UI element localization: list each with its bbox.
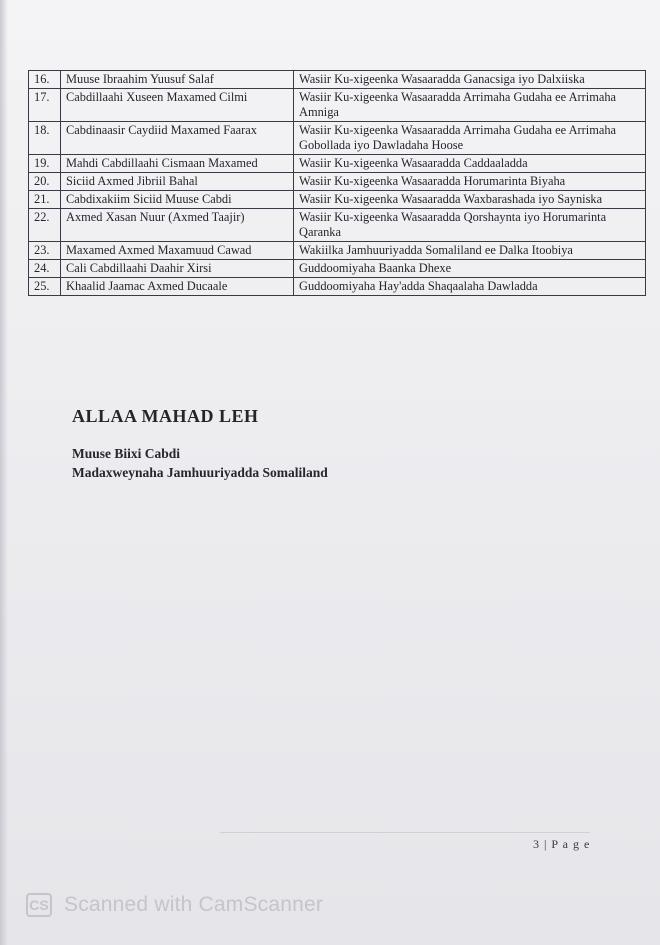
appointee-role: Wasiir Ku-xigeenka Wasaaradda Ganacsiga iyo Dalxiiska: [294, 71, 646, 89]
appointee-role: Wasiir Ku-xigeenka Wasaaradda Arrimaha Gudaha ee Arrimaha Amniga: [294, 89, 646, 122]
appointee-name: Cali Cabdillaahi Daahir Xirsi: [61, 260, 294, 278]
row-number: 20.: [29, 173, 61, 191]
appointee-role: Guddoomiyaha Hay'adda Shaqaalaha Dawladda: [294, 278, 646, 296]
appointee-name: Axmed Xasan Nuur (Axmed Taajir): [61, 209, 294, 242]
appointments-table: [28, 70, 646, 296]
row-number: 17.: [29, 89, 61, 122]
table-row: [29, 278, 646, 296]
row-number: 22.: [29, 209, 61, 242]
signatory-block: [72, 444, 328, 482]
row-number: 21.: [29, 191, 61, 209]
row-number: 19.: [29, 155, 61, 173]
signatory-title: Madaxweynaha Jamhuuriyadda Somaliland: [72, 465, 328, 480]
camscanner-logo-icon: CS: [26, 893, 52, 917]
table-row: [29, 155, 646, 173]
table-row: [29, 173, 646, 191]
page-number: 3 | P a g e: [533, 837, 591, 851]
table-row: [29, 209, 646, 242]
appointee-role: Wasiir Ku-xigeenka Wasaaradda Caddaaladda: [294, 155, 646, 173]
table-row: [29, 260, 646, 278]
camscanner-watermark: [26, 893, 323, 917]
table-row: [29, 191, 646, 209]
signatory-name: Muuse Biixi Cabdi: [72, 446, 181, 461]
table-row: [29, 89, 646, 122]
footer-divider: [220, 832, 590, 833]
appointee-role: Wakiilka Jamhuuriyadda Somaliland ee Dalka Itoobiya: [294, 242, 646, 260]
row-number: 24.: [29, 260, 61, 278]
appointee-role: Wasiir Ku-xigeenka Wasaaradda Horumarinta Biyaha: [294, 173, 646, 191]
table-row: [29, 122, 646, 155]
appointee-name: Cabdillaahi Xuseen Maxamed Cilmi: [61, 89, 294, 122]
appointee-name: Siciid Axmed Jibriil Bahal: [61, 173, 294, 191]
watermark-text: Scanned with CamScanner: [64, 893, 324, 916]
appointee-role: Wasiir Ku-xigeenka Wasaaradda Waxbarashada iyo Sayniska: [294, 191, 646, 209]
appointee-role: Guddoomiyaha Baanka Dhexe: [294, 260, 646, 278]
appointee-name: Khaalid Jaamac Axmed Ducaale: [61, 278, 294, 296]
appointee-name: Cabdinaasir Caydiid Maxamed Faarax: [61, 122, 294, 155]
table-row: [29, 71, 646, 89]
page-edge-shadow: [0, 0, 8, 945]
table-row: [29, 242, 646, 260]
closing-heading: ALLAA MAHAD LEH: [72, 406, 259, 426]
appointee-name: Maxamed Axmed Maxamuud Cawad: [61, 242, 294, 260]
row-number: 18.: [29, 122, 61, 155]
appointee-name: Mahdi Cabdillaahi Cismaan Maxamed: [61, 155, 294, 173]
appointee-name: Muuse Ibraahim Yuusuf Salaf: [61, 71, 294, 89]
appointee-role: Wasiir Ku-xigeenka Wasaaradda Arrimaha Gudaha ee Arrimaha Gobollada iyo Dawladaha Hoose: [294, 122, 646, 155]
appointee-role: Wasiir Ku-xigeenka Wasaaradda Qorshaynta iyo Horumarinta Qaranka: [294, 209, 646, 242]
appointee-name: Cabdixakiim Siciid Muuse Cabdi: [61, 191, 294, 209]
row-number: 25.: [29, 278, 61, 296]
row-number: 23.: [29, 242, 61, 260]
row-number: 16.: [29, 71, 61, 89]
